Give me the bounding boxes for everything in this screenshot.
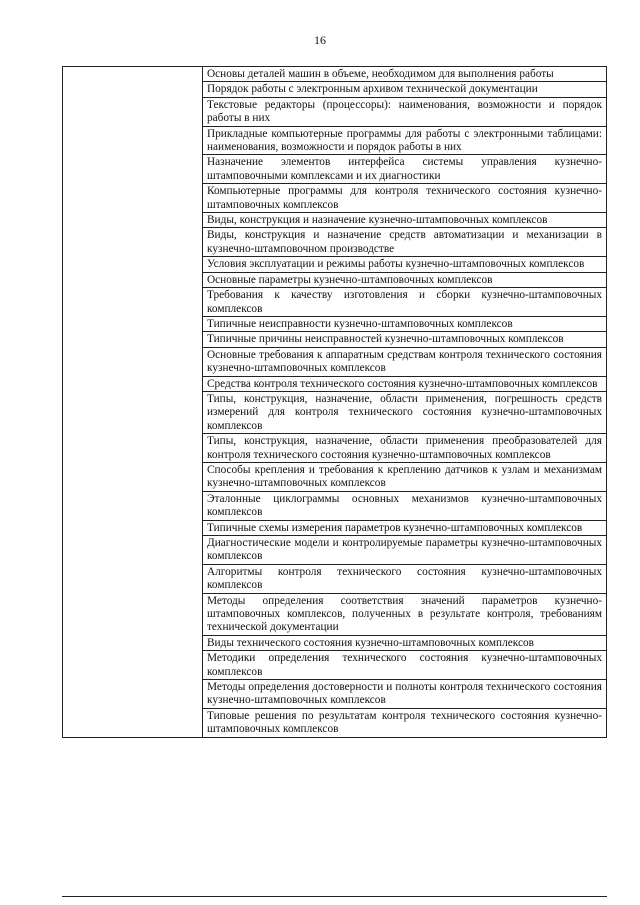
list-item: Основы деталей машин в объеме, необходимом для выполнения работы [203,67,606,82]
knowledge-table [62,66,607,738]
list-item: Требования к качеству изготовления и сборки кузнечно-штамповочных комплексов [203,288,606,317]
list-item: Методики определения технического состояния кузнечно-штамповочных комплексов [203,651,606,680]
list-item: Прикладные компьютерные программы для работы с электронными таблицами: наименования, возможности и порядок работы в них [203,127,606,156]
list-item: Типичные схемы измерения параметров кузнечно-штамповочных комплексов [203,521,606,536]
list-item: Типовые решения по результатам контроля технического состояния кузнечно-штамповочных комплексов [207,709,602,736]
list-item: Методы определения достоверности и полноты контроля технического состояния кузнечно-штамповочных комплексов [203,680,606,709]
list-item: Методы определения соответствия значений параметров кузнечно-штамповочных комплексов, полученных в результате контроля, требованиям технической документации [203,594,606,636]
list-item: Средства контроля технического состояния кузнечно-штамповочных комплексов [203,377,606,392]
label-cell [63,67,203,738]
list-item: Типичные причины неисправностей кузнечно-штамповочных комплексов [203,332,606,347]
list-item: Виды, конструкция и назначение кузнечно-штамповочных комплексов [203,213,606,228]
table-bottom-border [62,896,607,897]
list-item: Эталонные циклограммы основных механизмов кузнечно-штамповочных комплексов [203,492,606,521]
list-item: Основные требования к аппаратным средствам контроля технического состояния кузнечно-штамповочных комплексов [203,348,606,377]
list-item: Текстовые редакторы (процессоры): наименования, возможности и порядок работы в них [203,98,606,127]
list-item: Типы, конструкция, назначение, области применения преобразователей для контроля технического состояния кузнечно-штамповочных комплексов [203,434,606,463]
list-item: Основные параметры кузнечно-штамповочных комплексов [203,273,606,288]
list-item: Типы, конструкция, назначение, области применения, погрешность средств измерений для контроля технического состояния кузнечно-штамповочных комплексов [203,392,606,434]
list-item: Типичные неисправности кузнечно-штамповочных комплексов [203,317,606,332]
list-item: Компьютерные программы для контроля технического состояния кузнечно-штамповочных комплексов [203,184,606,213]
list-item: Способы крепления и требования к креплению датчиков к узлам и механизмам кузнечно-штамповочных комплексов [203,463,606,492]
list-item: Назначение элементов интерфейса системы управления кузнечно-штамповочными комплексами и их диагностики [203,155,606,184]
list-item: Условия эксплуатации и режимы работы кузнечно-штамповочных комплексов [203,257,606,272]
list-item: Алгоритмы контроля технического состояния кузнечно-штамповочных комплексов [203,565,606,594]
list-item: Порядок работы с электронным архивом технической документации [203,82,606,97]
page-number: 16 [314,33,326,47]
list-item: Виды, конструкция и назначение средств автоматизации и механизации в кузнечно-штамповочном производстве [203,228,606,257]
items-cell [203,67,607,738]
list-item: Виды технического состояния кузнечно-штамповочных комплексов [203,636,606,651]
table-row [63,67,607,738]
list-item: Диагностические модели и контролируемые параметры кузнечно-штамповочных комплексов [203,536,606,565]
